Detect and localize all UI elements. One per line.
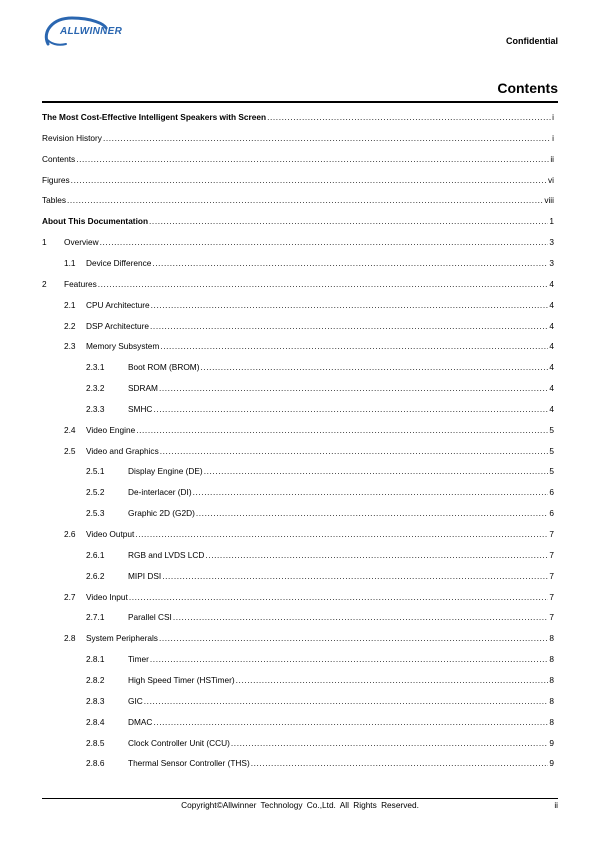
toc-dot-leader — [135, 528, 548, 540]
toc-dot-leader — [153, 403, 548, 415]
toc-entry-number: 2.7.1 — [86, 612, 105, 623]
toc-dot-leader — [251, 757, 549, 769]
toc-dot-leader — [205, 549, 548, 561]
toc-entry-title: De-interlacer (DI) — [128, 487, 192, 498]
toc-entry-page: i — [552, 132, 554, 143]
toc-entry-number: 2.6.1 — [86, 549, 105, 560]
toc-entry-title: Timer — [128, 654, 149, 665]
toc-entry-page: 4 — [549, 362, 554, 373]
toc-dot-leader — [153, 716, 548, 728]
toc-dot-leader — [98, 278, 549, 290]
toc-entry-title: Clock Controller Unit (CCU) — [128, 737, 230, 748]
toc-entry-number: 2.6.2 — [86, 570, 105, 581]
toc-entry-title: Memory Subsystem — [86, 341, 160, 352]
toc-entry[interactable] — [86, 737, 554, 749]
toc-entry-number: 2.5.2 — [86, 487, 105, 498]
toc-entry-title: Tables — [42, 195, 66, 206]
toc-entry-title: System Peripherals — [86, 633, 158, 644]
toc-entry-title: Figures — [42, 174, 70, 185]
toc-entry-number: 2.8.2 — [86, 674, 105, 685]
toc-entry-page: 3 — [549, 257, 554, 268]
toc-entry-number: 2.8 — [64, 633, 76, 644]
toc-entry-title: Video Input — [86, 591, 128, 602]
toc-entry[interactable] — [64, 445, 554, 457]
toc-dot-leader — [200, 361, 548, 373]
toc-entry-number: 2.3.2 — [86, 383, 105, 394]
title-divider — [42, 101, 558, 103]
toc-entry-number: 2.3.1 — [86, 362, 105, 373]
toc-entry-number: 2.4 — [64, 424, 76, 435]
toc-entry-page: 8 — [549, 654, 554, 665]
toc-entry-title: Features — [64, 278, 97, 289]
toc-entry-number: 2.5.3 — [86, 508, 105, 519]
toc-entry[interactable] — [64, 528, 554, 540]
toc-entry-page: 1 — [549, 216, 554, 227]
toc-entry[interactable] — [86, 757, 554, 769]
toc-entry[interactable] — [42, 194, 554, 206]
toc-dot-leader — [160, 445, 549, 457]
page-header — [42, 14, 558, 54]
toc-entry-page: 5 — [549, 424, 554, 435]
toc-dot-leader — [150, 653, 548, 665]
toc-entry-title: CPU Architecture — [86, 299, 150, 310]
toc-dot-leader — [129, 591, 549, 603]
toc-dot-leader — [236, 674, 549, 686]
toc-entry-number: 2.5.1 — [86, 466, 105, 477]
toc-dot-leader — [193, 486, 549, 498]
toc-entry-number: 2.3.3 — [86, 403, 105, 414]
toc-entry-number: 2.3 — [64, 341, 76, 352]
toc-dot-leader — [144, 695, 549, 707]
toc-entry-page: 7 — [549, 529, 554, 539]
toc-entry-number: 2.1 — [64, 299, 76, 310]
toc-entry[interactable] — [86, 403, 554, 415]
toc-entry-number: 2.8.5 — [86, 737, 105, 748]
toc-entry[interactable] — [64, 320, 554, 332]
toc-entry[interactable] — [64, 424, 554, 436]
toc-entry-page: 4 — [549, 383, 554, 394]
toc-entry-page: ii — [550, 153, 554, 164]
toc-dot-leader — [150, 320, 548, 332]
toc-entry-title: Video Output — [86, 529, 135, 539]
toc-entry[interactable] — [64, 299, 554, 311]
toc-entry-number: 2.2 — [64, 320, 76, 331]
footer-divider — [42, 798, 558, 799]
toc-entry-page: 4 — [549, 299, 554, 310]
toc-dot-leader — [196, 507, 549, 519]
toc-entry-title: MIPI DSI — [128, 570, 162, 581]
toc-dot-leader — [173, 611, 549, 623]
toc-entry-page: 7 — [549, 591, 554, 602]
toc-entry-title: About This Documentation — [42, 216, 149, 227]
toc-entry-page: 6 — [549, 508, 554, 519]
toc-entry-title: SDRAM — [128, 383, 158, 394]
toc-entry-title: Overview — [64, 237, 99, 248]
toc-entry-page: 8 — [549, 716, 554, 727]
toc-entry-title: RGB and LVDS LCD — [128, 549, 205, 560]
toc-entry[interactable] — [86, 549, 554, 561]
toc-entry-title: Video Engine — [86, 424, 136, 435]
toc-entry[interactable] — [86, 361, 554, 373]
toc-dot-leader — [267, 111, 551, 123]
toc-dot-leader — [67, 194, 543, 206]
page-number: ii — [554, 800, 558, 810]
toc-entry-page: 8 — [549, 633, 554, 644]
toc-dot-leader — [159, 632, 548, 644]
toc-entry-page: 7 — [549, 612, 554, 623]
toc-entry-number: 2.8.4 — [86, 716, 105, 727]
toc-entry[interactable] — [64, 591, 554, 603]
toc-entry[interactable] — [42, 215, 554, 227]
toc-dot-leader — [159, 382, 548, 394]
toc-entry[interactable] — [86, 674, 554, 686]
toc-entry-title: Boot ROM (BROM) — [128, 362, 200, 373]
toc-dot-leader — [162, 570, 548, 582]
toc-entry-title: Display Engine (DE) — [128, 466, 203, 477]
toc-dot-leader — [152, 257, 548, 269]
confidential-label: Confidential — [506, 36, 558, 46]
toc-entry[interactable] — [42, 174, 554, 186]
toc-entry[interactable] — [86, 382, 554, 394]
toc-entry-title: Parallel CSI — [128, 612, 172, 623]
toc-dot-leader — [160, 340, 548, 352]
toc-entry-page: viii — [544, 195, 554, 206]
toc-entry[interactable] — [86, 570, 554, 582]
toc-entry-page: i — [552, 112, 554, 122]
toc-entry-title: DMAC — [128, 716, 153, 727]
toc-entry-page: 8 — [549, 695, 554, 706]
toc-entry-number: 2 — [42, 278, 47, 289]
toc-entry[interactable] — [86, 486, 554, 498]
toc-entry[interactable] — [86, 465, 554, 477]
copyright-text: Copyright©Allwinner Technology Co.,Ltd. All Rights Reserved. — [181, 800, 419, 810]
toc-entry-title: Graphic 2D (G2D) — [128, 508, 195, 519]
toc-entry[interactable] — [42, 153, 554, 165]
toc-entry-page: 5 — [549, 466, 554, 477]
toc-entry-page: 4 — [549, 341, 554, 352]
toc-entry-title: Thermal Sensor Controller (THS) — [128, 758, 250, 769]
toc-entry-page: 9 — [549, 737, 554, 748]
toc-entry-number: 2.6 — [64, 529, 76, 539]
toc-entry-title: SMHC — [128, 403, 153, 414]
toc-entry[interactable] — [42, 236, 554, 248]
toc-entry[interactable] — [42, 111, 554, 123]
logo-text: ALLWINNER — [60, 26, 123, 37]
toc-entry-number: 2.8.6 — [86, 758, 105, 769]
toc-entry-number: 1 — [42, 237, 47, 248]
toc-dot-leader — [71, 174, 547, 186]
page-title: Contents — [497, 80, 558, 96]
toc-entry[interactable] — [86, 611, 554, 623]
toc-dot-leader — [103, 132, 551, 144]
toc-entry[interactable] — [64, 632, 554, 644]
toc-entry[interactable] — [86, 716, 554, 728]
toc-entry-title: Device Difference — [86, 257, 152, 268]
toc-dot-leader — [231, 737, 548, 749]
toc-dot-leader — [149, 215, 548, 227]
toc-entry[interactable] — [86, 653, 554, 665]
toc-entry-title: DSP Architecture — [86, 320, 150, 331]
toc-entry-number: 2.8.1 — [86, 654, 105, 665]
toc-entry-page: vi — [548, 174, 554, 185]
toc-entry[interactable] — [64, 340, 554, 352]
toc-entry-title: Revision History — [42, 132, 102, 143]
toc-entry-title: GIC — [128, 695, 143, 706]
toc-dot-leader — [136, 424, 548, 436]
toc-entry-title: Contents — [42, 153, 76, 164]
toc-entry-number: 2.7 — [64, 591, 76, 602]
allwinner-logo — [42, 14, 132, 50]
toc-entry[interactable] — [86, 695, 554, 707]
toc-entry[interactable] — [42, 278, 554, 290]
toc-entry-title: Video and Graphics — [86, 445, 159, 456]
toc-entry-page: 5 — [549, 445, 554, 456]
toc-entry-title: The Most Cost-Effective Intelligent Speakers with Screen — [42, 112, 267, 122]
toc-entry-number: 1.1 — [64, 257, 76, 268]
toc-entry-page: 4 — [549, 320, 554, 331]
toc-entry-page: 8 — [549, 674, 554, 685]
toc-entry[interactable] — [86, 507, 554, 519]
toc-entry-title: High Speed Timer (HSTimer) — [128, 674, 235, 685]
toc-entry-page: 4 — [549, 403, 554, 414]
toc-entry-number: 2.5 — [64, 445, 76, 456]
toc-entry-number: 2.8.3 — [86, 695, 105, 706]
toc-dot-leader — [204, 465, 549, 477]
toc-entry[interactable] — [64, 257, 554, 269]
toc-dot-leader — [76, 153, 549, 165]
toc-dot-leader — [151, 299, 549, 311]
toc-entry-page: 7 — [549, 570, 554, 581]
toc-entry-page: 7 — [549, 549, 554, 560]
toc-entry[interactable] — [42, 132, 554, 144]
toc-entry-page: 3 — [549, 237, 554, 248]
toc-dot-leader — [100, 236, 549, 248]
toc-entry-page: 9 — [549, 758, 554, 769]
toc-entry-page: 4 — [549, 278, 554, 289]
toc-entry-page: 6 — [549, 487, 554, 498]
page-footer — [42, 800, 558, 814]
